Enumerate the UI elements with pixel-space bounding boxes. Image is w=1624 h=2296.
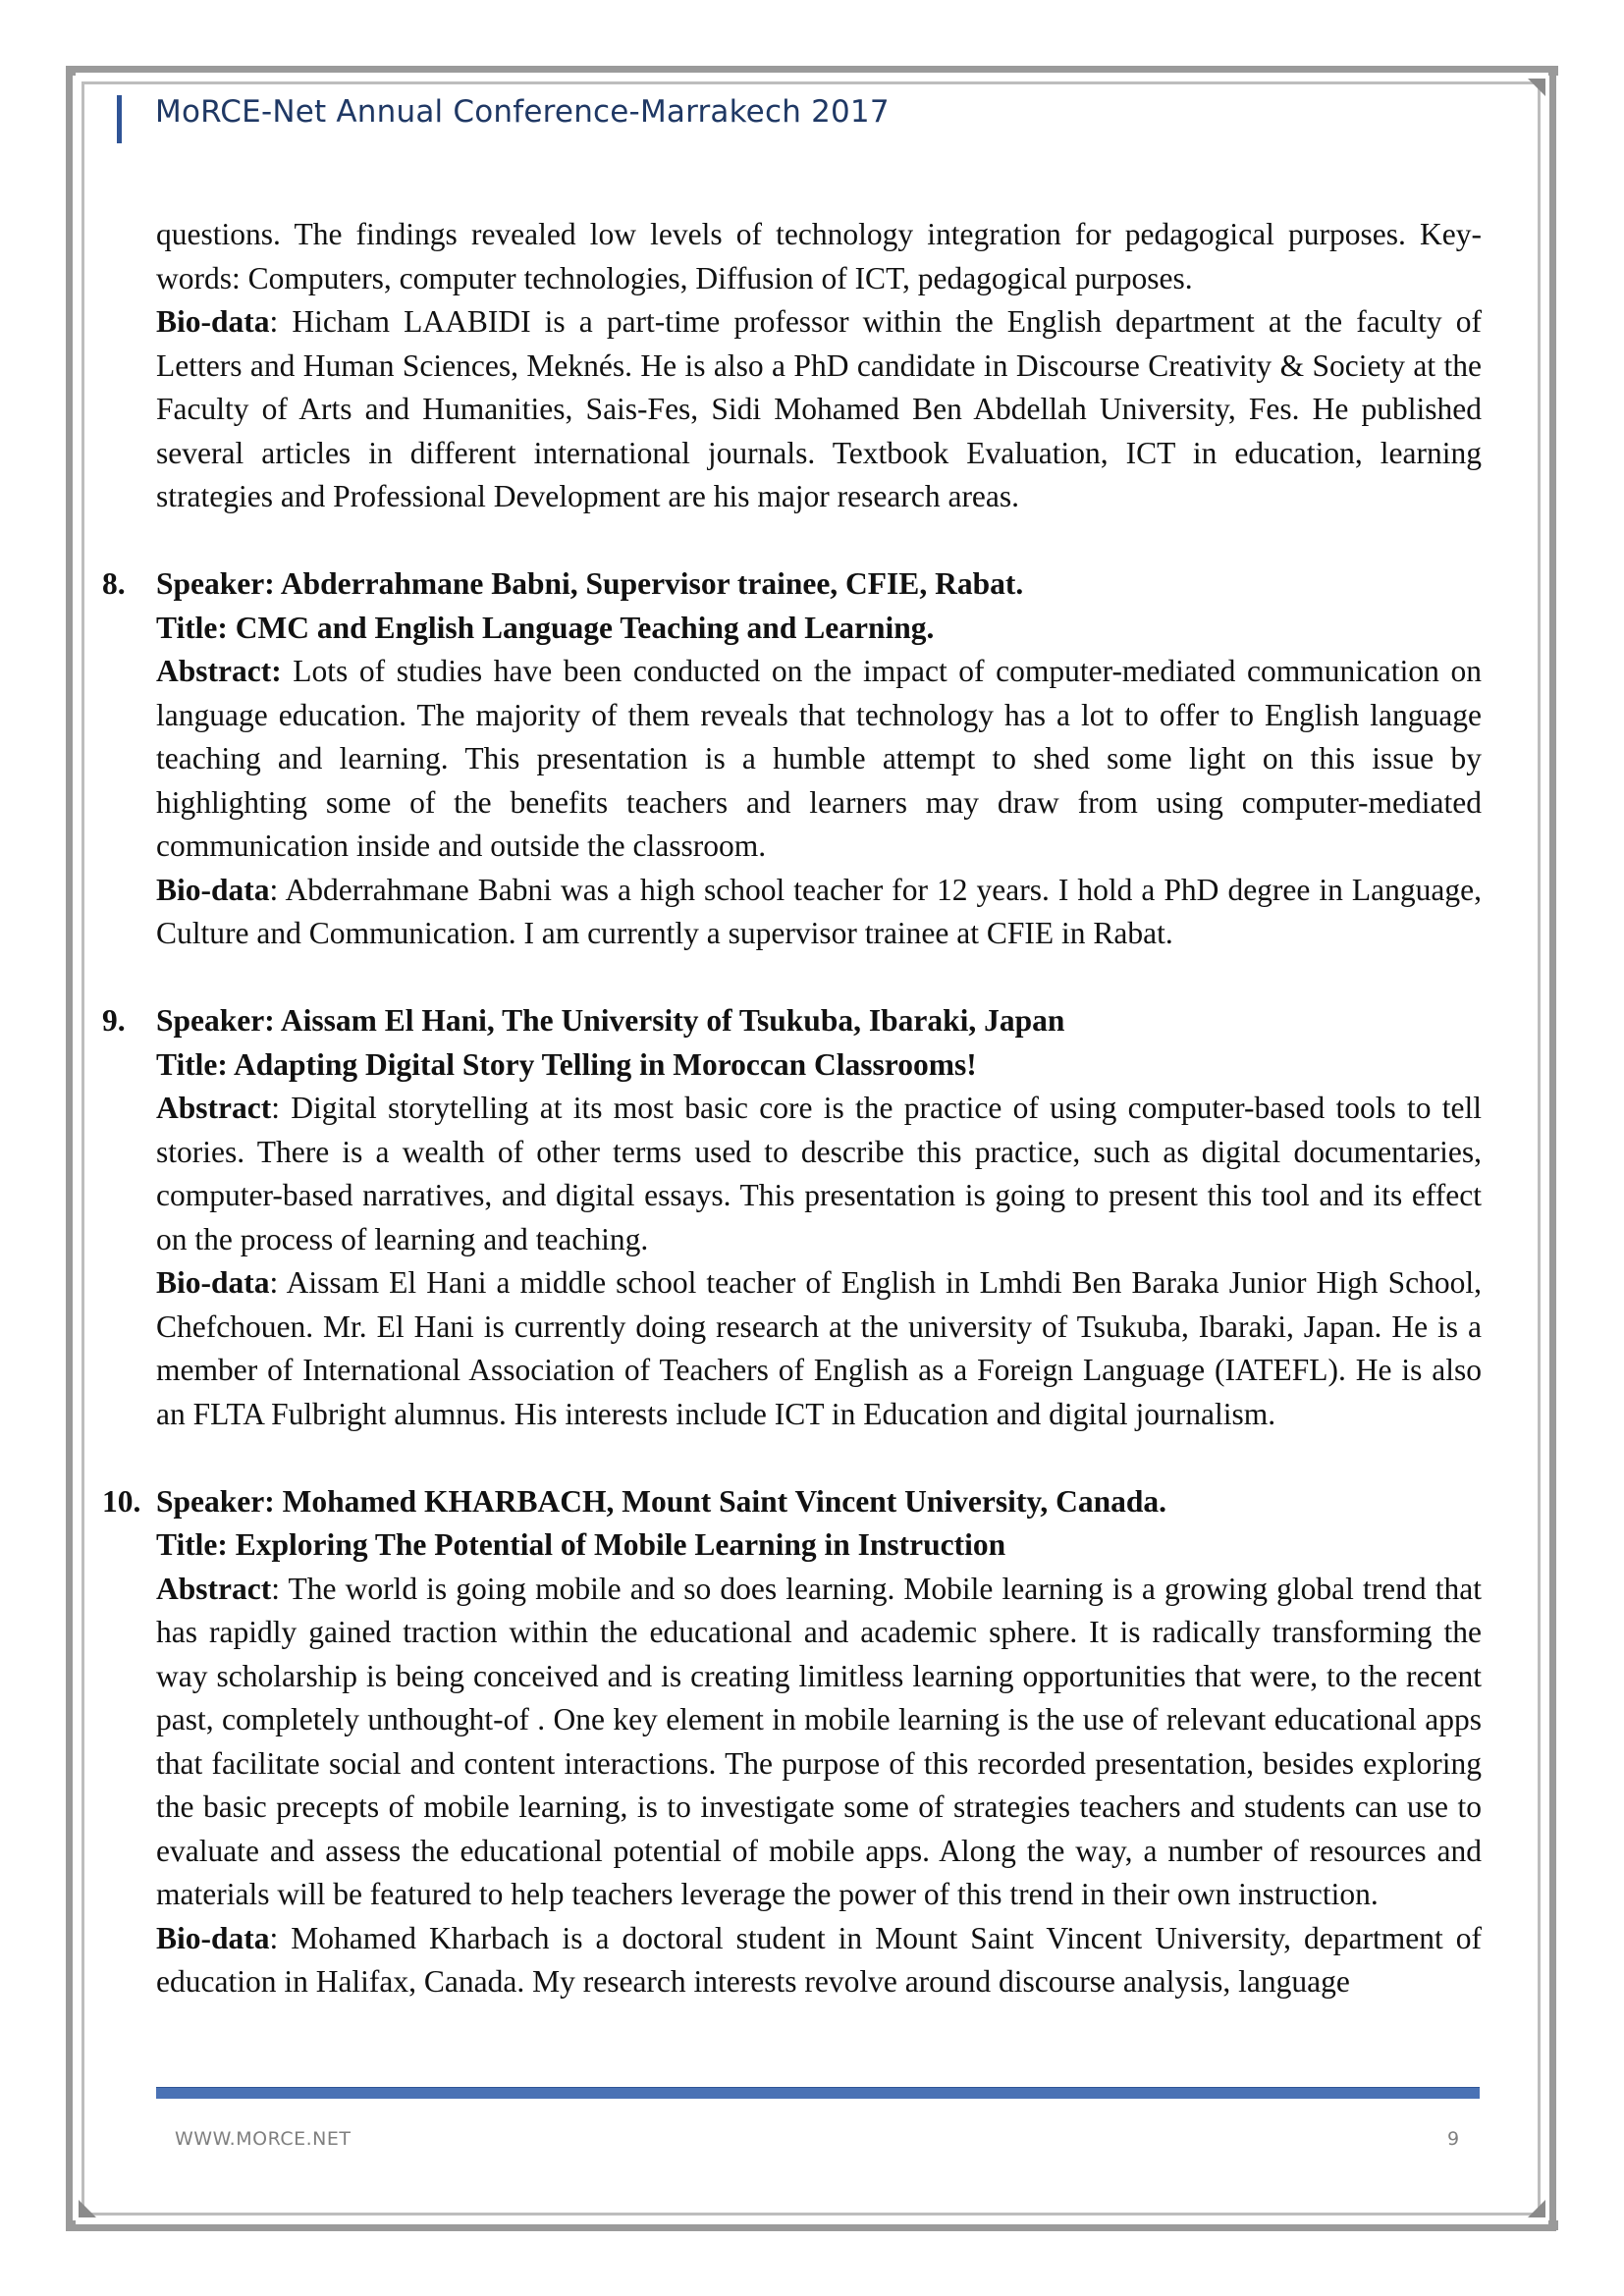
bio-text: : Mohamed Kharbach is a doctoral student in Mount Saint Vincent University, department of education in Halifax, Canada. My research interests revolve around discourse analysis, language [156, 1920, 1482, 1999]
speaker-entry [102, 999, 1482, 1436]
talk-title: Title: CMC and English Language Teaching and Learning. [156, 610, 935, 645]
abstract-label: Abstract: [156, 654, 282, 688]
footer-website-url: WWW.MORCE.NET [175, 2128, 352, 2150]
spacer [102, 519, 1482, 563]
entry-number: 9. [102, 1003, 126, 1038]
footer-page-number: 9 [1447, 2128, 1460, 2150]
intro-bio [102, 300, 1482, 519]
frame-corner-mark [66, 2220, 76, 2230]
speaker-entry [102, 562, 1482, 956]
bio-paragraph [102, 1261, 1482, 1436]
frame-corner-mark [1548, 2220, 1558, 2230]
abstract-paragraph [102, 1568, 1482, 1917]
title-line [102, 1523, 1482, 1568]
bio-label: Bio-data [156, 872, 270, 907]
abstract-text: Lots of studies have been conducted on the impact of computer-mediated communication on language education. The majority of them reveals that technology has a lot to offer to English language teaching and learning. This presentation is a humble attempt to shed some light on this issue by highlighting some of the benefits teachers and learners may draw from using computer-mediated communication inside and outside the classroom. [156, 654, 1482, 863]
document-body [102, 213, 1482, 2004]
abstract-text: : Digital storytelling at its most basic core is the practice of using computer-based tools to tell stories. There is a wealth of other terms used to describe this practice, such as digital documentaries, computer-based narratives, and digital essays. This presentation is going to present this tool and its effect on the process of learning and teaching. [156, 1091, 1482, 1256]
speaker-entry [102, 1480, 1482, 2004]
intro-continuation-text: questions. The findings revealed low levels of technology integration for pedagogical purposes. Key-words: Computers, computer technologies, Diffusion of ICT, pedagogical purposes. [156, 217, 1482, 295]
abstract-paragraph [102, 650, 1482, 869]
abstract-label: Abstract [156, 1571, 272, 1606]
speaker-line [102, 1480, 1482, 1524]
title-line [102, 1043, 1482, 1088]
entry-number: 8. [102, 566, 126, 601]
talk-title: Title: Adapting Digital Story Telling in Moroccan Classrooms! [156, 1046, 977, 1082]
abstract-text: : The world is going mobile and so does learning. Mobile learning is a growing global trend that has rapidly gained traction within the educational and academic sphere. It is radically transforming the way scholarship is being conceived and is creating limitless learning opportunities that were, to the recent past, completely unthought-of . One key element in mobile learning is the use of relevant educational apps that facilitate social and content interactions. The purpose of this recorded presentation, besides exploring the basic precepts of mobile learning, is to investigate some of strategies teachers and students can use to evaluate and assess the educational potential of mobile apps. Along the way, a number of resources and materials will be featured to help teachers leverage the power of this trend in their own instruction. [156, 1571, 1482, 1911]
title-line [102, 607, 1482, 651]
bio-text: : Aissam El Hani a middle school teacher of English in Lmhdi Ben Baraka Junior High School, Chefchouen. Mr. El Hani is currently doing research at the university of Tsukuba, Ibaraki, Japan. He is a member of International Association of Teachers of English as a Foreign Language (IATEFL). He is also an FLTA Fulbright alumnus. His interests include ICT in Education and digital journalism. [156, 1265, 1482, 1431]
bio-label: Bio-data [156, 1920, 270, 1955]
speaker-line [102, 562, 1482, 607]
frame-corner-mark [66, 66, 76, 76]
speaker-text: Speaker: Aissam El Hani, The University of Tsukuba, Ibaraki, Japan [156, 1003, 1065, 1038]
speaker-line [102, 999, 1482, 1043]
header-accent-bar [117, 95, 122, 143]
corner-triangle-icon [1528, 79, 1545, 96]
bio-text: : Abderrahmane Babni was a high school teacher for 12 years. I hold a PhD degree in Language, Culture and Communication. I am currently a supervisor trainee at CFIE in Rabat. [156, 872, 1482, 950]
speaker-text: Speaker: Mohamed KHARBACH, Mount Saint Vincent University, Canada. [156, 1483, 1167, 1519]
bio-paragraph [102, 1917, 1482, 2004]
corner-triangle-icon [1528, 2200, 1545, 2217]
spacer [102, 1436, 1482, 1480]
talk-title: Title: Exploring The Potential of Mobile Learning in Instruction [156, 1527, 1006, 1562]
abstract-label: Abstract [156, 1091, 272, 1125]
intro-continuation [102, 213, 1482, 300]
abstract-paragraph [102, 1087, 1482, 1261]
corner-triangle-icon [79, 2200, 96, 2217]
bio-paragraph [102, 869, 1482, 956]
footer-rule [156, 2087, 1480, 2099]
bio-text: : Hicham LAABIDI is a part-time professor within the English department at the faculty of Letters and Human Sciences, Meknés. He is also a PhD candidate in Discourse Creativity & Society at the Faculty of Arts and Humanities, Sais-Fes, Sidi Mohamed Ben Abdellah University, Fes. He published several articles in different international journals. Textbook Evaluation, ICT in education, learning strategies and Professional Development are his major research areas. [156, 304, 1482, 513]
entry-number: 10. [102, 1483, 141, 1519]
page-header-title: MoRCE-Net Annual Conference-Marrakech 2017 [155, 94, 890, 130]
frame-corner-mark [1548, 66, 1558, 76]
speaker-text: Speaker: Abderrahmane Babni, Supervisor trainee, CFIE, Rabat. [156, 566, 1024, 601]
bio-label: Bio-data [156, 1265, 270, 1300]
spacer [102, 956, 1482, 1000]
bio-label: Bio-data [156, 304, 270, 339]
